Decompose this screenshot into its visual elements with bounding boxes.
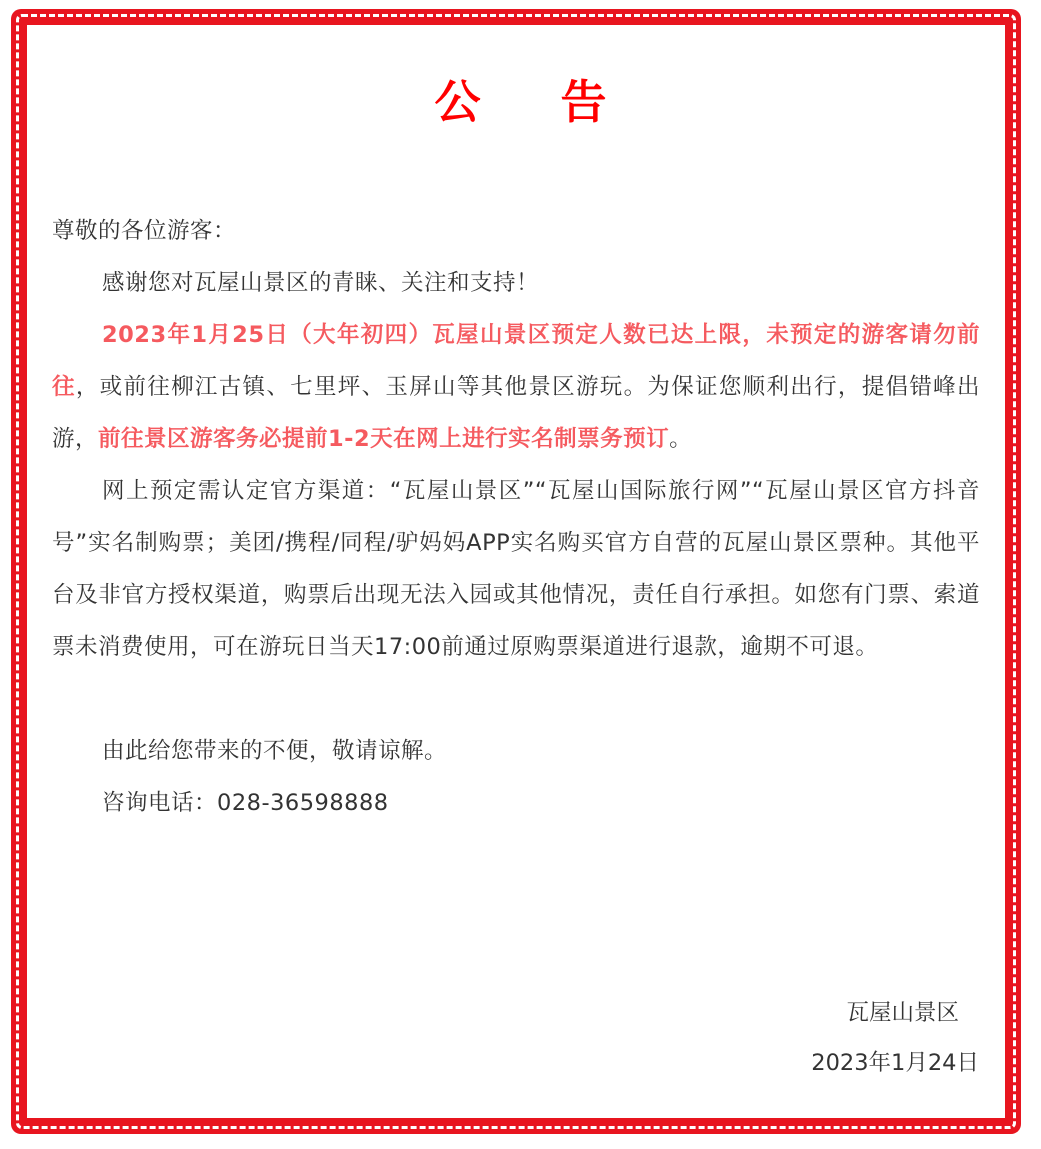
alternative-sites-text: ，或前往柳江古镇、七里坪、玉屏山等其他景区游玩。为保证您顺利出行，提倡错峰出游，: [52, 374, 980, 452]
booking-requirement-highlight: 前往景区游客务必提前1-2天在网上进行实名制票务预订: [98, 426, 670, 452]
thanks-line: 感谢您对瓦屋山景区的青睐、关注和支持！: [102, 270, 540, 296]
notice-date: 2023年1月24日: [811, 1050, 979, 1076]
capacity-warning-highlight: 2023年1月25日（大年初四）瓦屋山景区预定人数已达上限，未预定的游客请勿前往: [52, 322, 980, 400]
contact-line: [52, 777, 980, 829]
spacer: [52, 673, 980, 725]
salutation: 尊敬的各位游客：: [52, 218, 237, 244]
notice-title: 公 告: [434, 75, 639, 129]
official-channels-paragraph: 网上预定需认定官方渠道：“瓦屋山景区”“瓦屋山国际旅行网”“瓦屋山景区官方抖音号”实名制购票；美团/携程/同程/驴妈妈APP实名购买官方自营的瓦屋山景区票种。其他平台及非官方授权渠道，购票后出现无法入园或其他情况，责任自行承担。如您有门票、索道票未消费使用，可在游玩日当天17:00前通过原购票渠道进行退款，逾期不可退。: [52, 478, 980, 660]
paragraph-end-punct: 。: [669, 426, 693, 452]
signature: 瓦屋山景区: [846, 1000, 959, 1026]
apology-line: 由此给您带来的不便，敬请谅解。: [102, 738, 448, 764]
contact-label: 咨询电话：: [102, 790, 218, 816]
contact-phone: 028-36598888: [217, 790, 389, 816]
notice-body: [52, 205, 980, 829]
capacity-paragraph: [52, 309, 980, 465]
